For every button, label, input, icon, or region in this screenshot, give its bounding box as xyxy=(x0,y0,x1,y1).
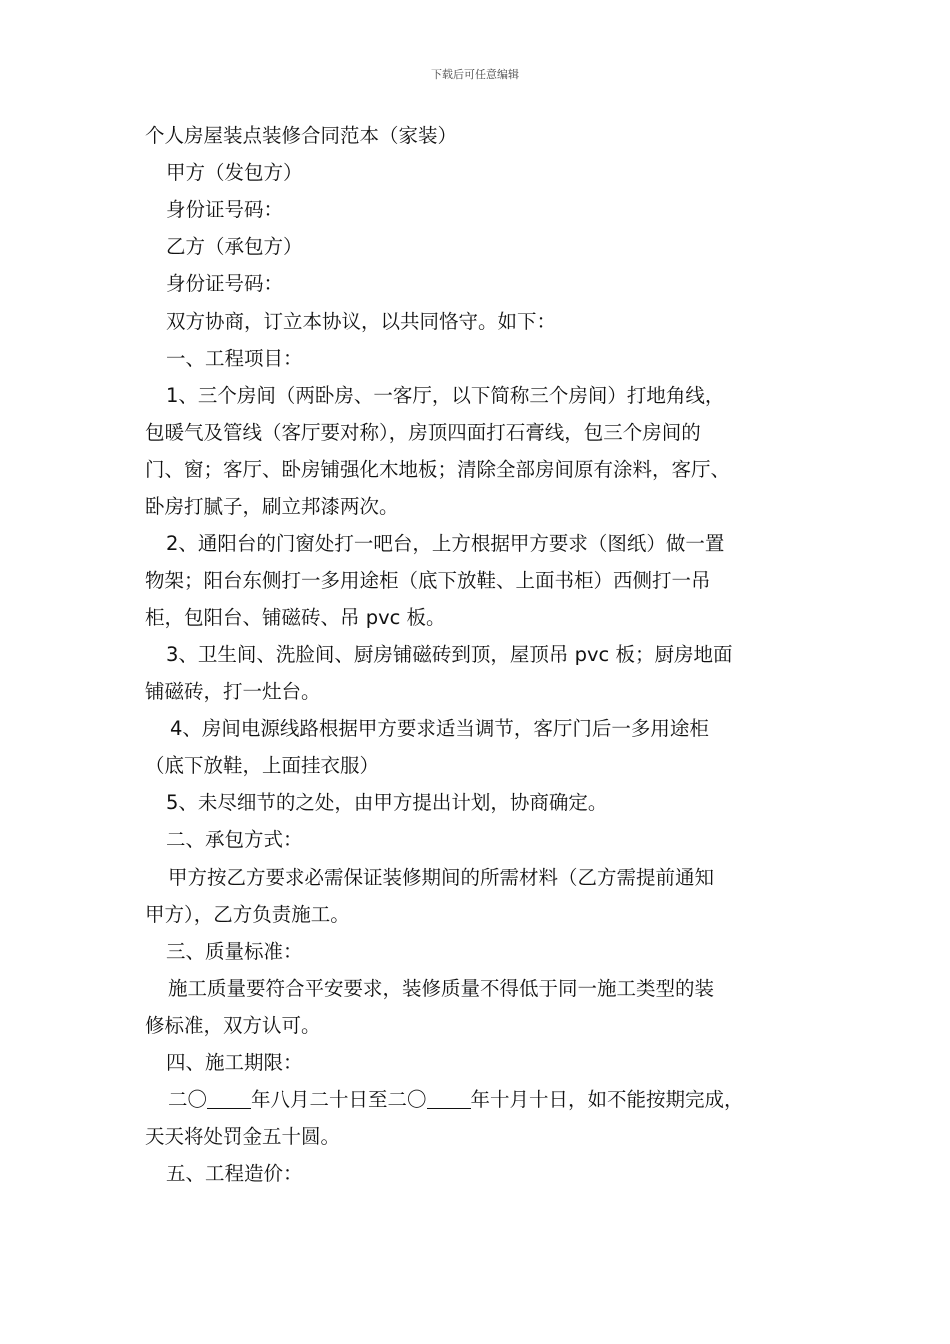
section-heading: 四、施工期限： xyxy=(166,1051,303,1074)
party-b-label: 乙方（承包方） xyxy=(166,235,303,258)
section-heading: 三、质量标准： xyxy=(166,940,303,963)
paragraph-line: 门、窗；客厅、卧房铺强化木地板；清除全部房间原有涂料，客厅、 xyxy=(145,458,731,481)
paragraph-line: 铺磁砖，打一灶台。 xyxy=(145,680,321,703)
schedule-text: 年十月十日，如不能按期完成， xyxy=(470,1088,744,1111)
paragraph-line: 卧房打腻子，刷立邦漆两次。 xyxy=(145,495,399,518)
paragraph-line: 甲方），乙方负责施工。 xyxy=(145,903,350,926)
contract-title: 个人房屋装点装修合同范本（家装） xyxy=(145,124,458,147)
agreement-intro: 双方协商，订立本协议，以共同恪守。如下： xyxy=(166,310,557,333)
paragraph-line: 2、通阳台的门窗处打一吧台，上方根据甲方要求（图纸）做一置 xyxy=(166,532,725,555)
paragraph-line: 甲方按乙方要求必需保证装修期间的所需材料（乙方需提前通知 xyxy=(168,866,715,889)
year-blank xyxy=(207,1090,251,1109)
paragraph-line: 施工质量要符合平安要求，装修质量不得低于同一施工类型的装 xyxy=(168,977,715,1000)
section-heading: 五、工程造价： xyxy=(166,1162,303,1185)
party-a-label: 甲方（发包方） xyxy=(166,161,303,184)
paragraph-line: 物架；阳台东侧打一多用途柜（底下放鞋、上面书柜）西侧打一吊 xyxy=(145,569,711,592)
section-heading: 二、承包方式： xyxy=(166,828,303,851)
party-a-id-label: 身份证号码： xyxy=(166,198,284,221)
paragraph-line: 4、房间电源线路根据甲方要求适当调节，客厅门后一多用途柜 xyxy=(170,717,709,740)
schedule-text: 二〇 xyxy=(168,1088,208,1111)
paragraph-line: （底下放鞋，上面挂衣服） xyxy=(145,754,380,777)
paragraph-line: 包暖气及管线（客厅要对称），房顶四面打石膏线，包三个房间的 xyxy=(145,421,701,444)
paragraph-line: 1、三个房间（两卧房、一客厅，以下简称三个房间）打地角线， xyxy=(166,384,725,407)
schedule-line xyxy=(168,1088,744,1112)
party-b-id-label: 身份证号码： xyxy=(166,272,284,295)
year-blank xyxy=(427,1090,471,1109)
paragraph-line: 3、卫生间、洗脸间、厨房铺磁砖到顶，屋顶吊 pvc 板；厨房地面 xyxy=(166,643,733,666)
paragraph-line: 天天将处罚金五十圆。 xyxy=(145,1125,341,1148)
section-heading: 一、工程项目： xyxy=(166,347,303,370)
paragraph-line: 柜，包阳台、铺磁砖、吊 pvc 板。 xyxy=(145,606,446,629)
paragraph-line: 修标准，双方认可。 xyxy=(145,1014,321,1037)
schedule-text: 年八月二十日至二〇 xyxy=(251,1088,427,1111)
page-header: 下载后可任意编辑 xyxy=(431,68,519,81)
paragraph-line: 5、未尽细节的之处，由甲方提出计划，协商确定。 xyxy=(166,791,608,814)
